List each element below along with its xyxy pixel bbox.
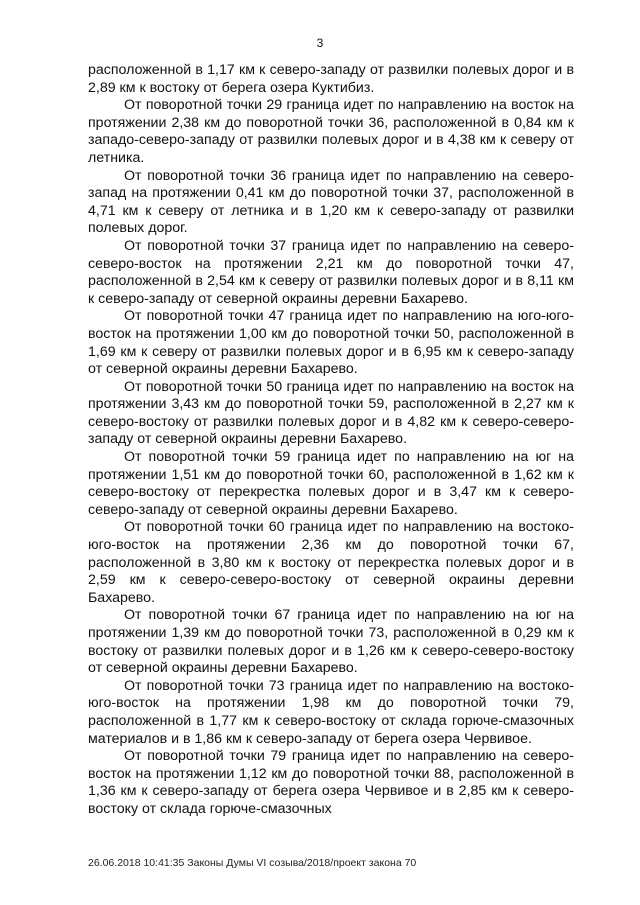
paragraph: От поворотной точки 36 граница идет по направлению на северо-запад на протяжении 0,41 км до поворотной точки 37, расположенной в 4,71 км к северу от летника и в 1,20 км к северо-западу от развилки полевых дорог. xyxy=(88,167,574,237)
paragraph: От поворотной точки 47 граница идет по направлению на юго-юго-восток на протяжении 1,00 км до поворотной точки 50, расположенной в 1,69 км к северу от развилки полевых дорог и в 6,95 км к северо-западу от северной окраины деревни Бахарево. xyxy=(88,308,574,378)
paragraph: От поворотной точки 73 граница идет по направлению на востоко-юго-восток на протяжении 1,98 км до поворотной точки 79, расположенной в 1,77 км к северо-востоку от склада горюче-смазочных материалов и в 1,86 км к северо-западу от берега озера Червивое. xyxy=(88,677,574,747)
paragraph: От поворотной точки 60 граница идет по направлению на востоко-юго-восток на протяжении 2,36 км до поворотной точки 67, расположенной в 3,80 км к востоку от перекрестка полевых дорог и в 2,59 км к северо-северо-востоку от северной окраины деревни Бахарево. xyxy=(88,519,574,606)
document-body xyxy=(88,62,574,819)
document-footer: 26.06.2018 10:41:35 Законы Думы VI созыва/2018/проект закона 70 xyxy=(88,857,417,869)
paragraph: От поворотной точки 37 граница идет по направлению на северо-северо-восток на протяжении 2,21 км до поворотной точки 47, расположенной в 2,54 км к северу от развилки полевых дорог и в 8,11 км к северо-западу от северной окраины деревни Бахарево. xyxy=(88,237,574,307)
paragraph: От поворотной точки 79 граница идет по направлению на северо-восток на протяжении 1,12 км до поворотной точки 88, расположенной в 1,36 км к северо-западу от берега озера Червивое и в 2,85 км к северо-востоку от склада горюче-смазочных xyxy=(88,748,574,817)
paragraph: От поворотной точки 67 граница идет по направлению на юг на протяжении 1,39 км до поворотной точки 73, расположенной в 0,29 км к востоку от развилки полевых дорог и в 1,26 км к северо-северо-востоку от северной окраины деревни Бахарево. xyxy=(88,607,574,677)
paragraph: От поворотной точки 59 граница идет по направлению на юг на протяжении 1,51 км до поворотной точки 60, расположенной в 1,62 км к северо-востоку от перекрестка полевых дорог и в 3,47 км к северо-северо-западу от северной окраины деревни Бахарево. xyxy=(88,449,574,518)
page-number: 3 xyxy=(316,36,324,50)
paragraph: От поворотной точки 29 граница идет по направлению на восток на протяжении 2,38 км до поворотной точки 36, расположенной в 0,84 км к западо-северо-западу от развилки полевых дорог и в 4,38 км к северу от летника. xyxy=(88,97,574,166)
paragraph: От поворотной точки 50 граница идет по направлению на восток на протяжении 3,43 км до поворотной точки 59, расположенной в 2,27 км к северо-востоку от развилки полевых дорог и в 4,82 км к северо-северо-западу от северной окраины деревни Бахарево. xyxy=(88,378,574,448)
paragraph: расположенной в 1,17 км к северо-западу от развилки полевых дорог и в 2,89 км к востоку от берега озера Куктибиз. xyxy=(88,62,574,96)
